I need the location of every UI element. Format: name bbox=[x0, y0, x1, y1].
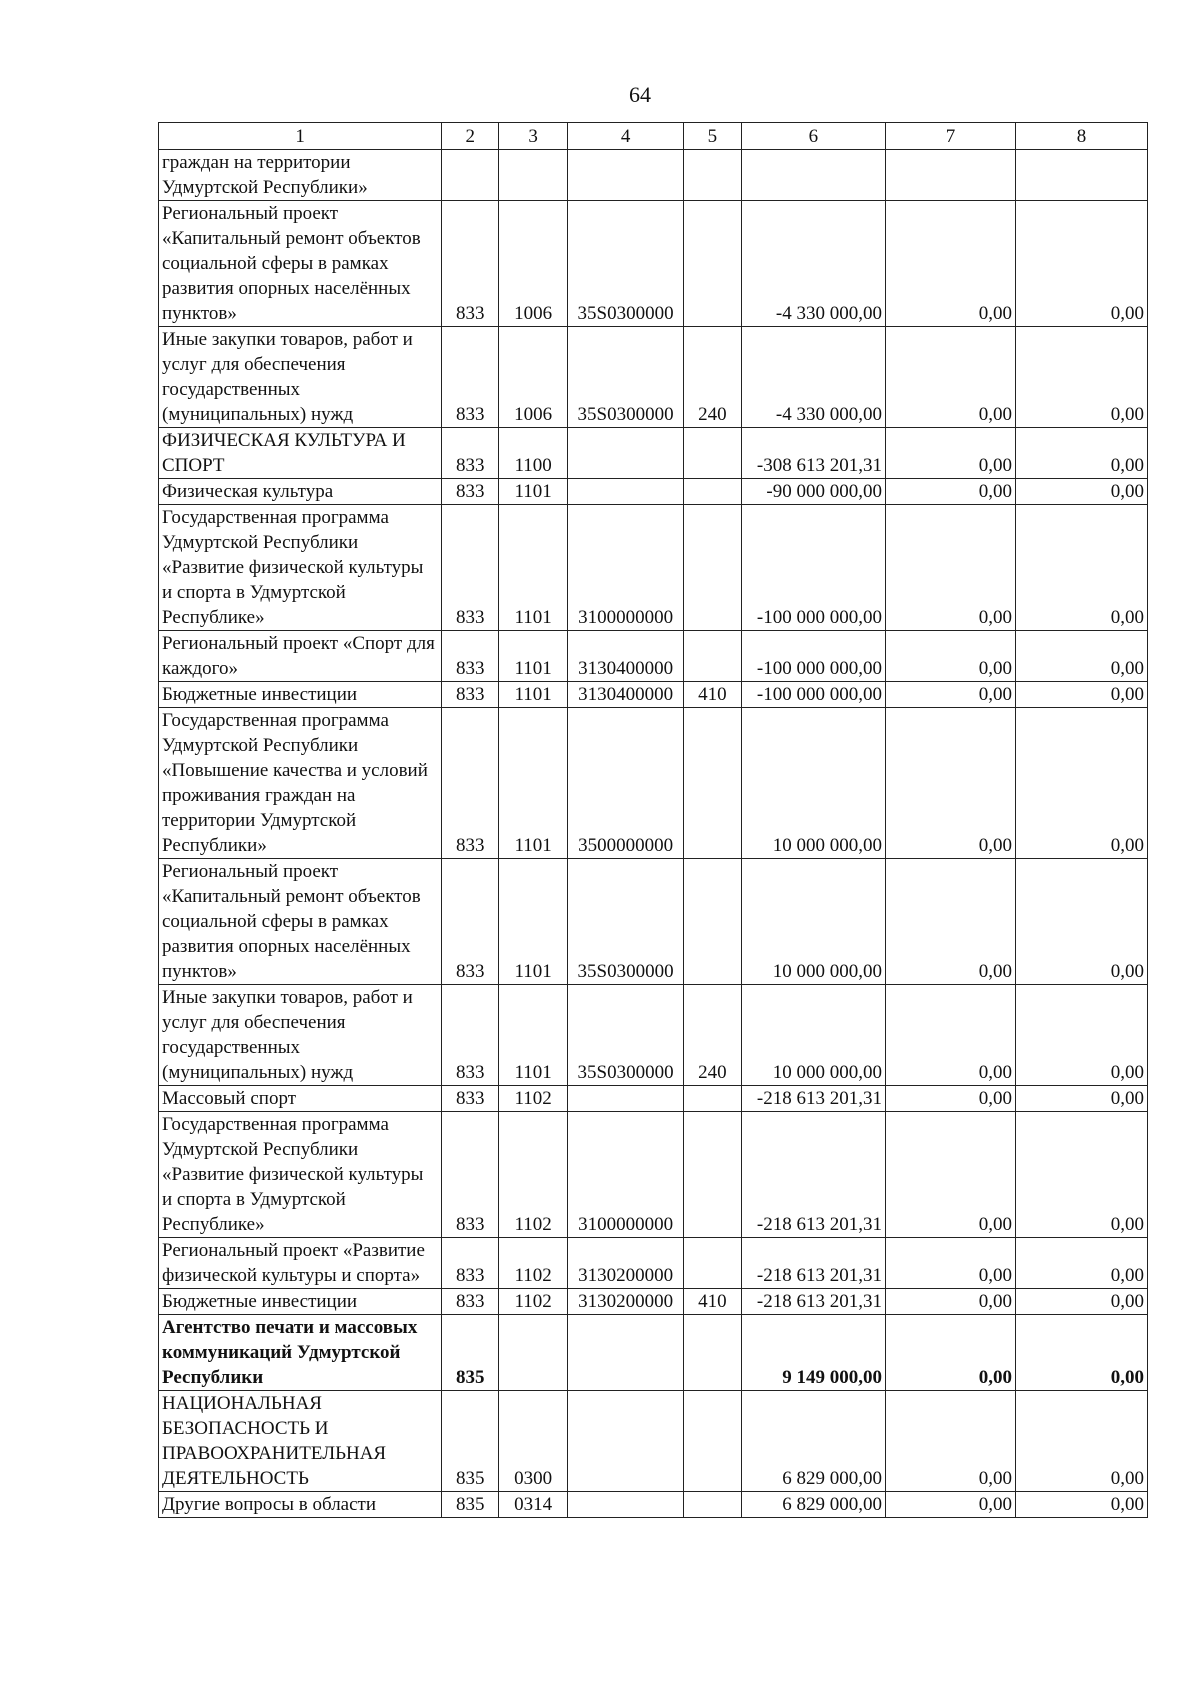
row-name-cell: Бюджетные инвестиции bbox=[159, 1289, 442, 1315]
section-code-cell: 1101 bbox=[499, 505, 568, 631]
section-code-cell: 1006 bbox=[499, 201, 568, 327]
row-name-cell: Иные закупки товаров, работ и услуг для обеспечения государственных (муниципальных) нужд bbox=[159, 327, 442, 428]
column-8-cell: 0,00 bbox=[1015, 682, 1147, 708]
table-row bbox=[159, 201, 1148, 327]
section-code-cell: 1102 bbox=[499, 1238, 568, 1289]
amount-cell: -308 613 201,31 bbox=[741, 428, 885, 479]
target-article-cell bbox=[568, 1391, 684, 1492]
table-row bbox=[159, 1086, 1148, 1112]
target-article-cell: 3130400000 bbox=[568, 631, 684, 682]
target-article-cell bbox=[568, 150, 684, 201]
target-article-cell: 3130200000 bbox=[568, 1238, 684, 1289]
expense-type-cell: 240 bbox=[683, 985, 741, 1086]
column-8-cell: 0,00 bbox=[1015, 985, 1147, 1086]
column-8-cell: 0,00 bbox=[1015, 1238, 1147, 1289]
amount-cell: -218 613 201,31 bbox=[741, 1238, 885, 1289]
column-header: 1 bbox=[159, 123, 442, 150]
column-8-cell: 0,00 bbox=[1015, 428, 1147, 479]
column-header: 6 bbox=[741, 123, 885, 150]
row-name-cell: Региональный проект «Спорт для каждого» bbox=[159, 631, 442, 682]
admin-code-cell: 835 bbox=[442, 1391, 499, 1492]
row-name-cell: Другие вопросы в области bbox=[159, 1492, 442, 1518]
column-7-cell: 0,00 bbox=[885, 708, 1015, 859]
column-8-cell: 0,00 bbox=[1015, 327, 1147, 428]
amount-cell: 9 149 000,00 bbox=[741, 1315, 885, 1391]
amount-cell bbox=[741, 150, 885, 201]
target-article-cell: 35S0300000 bbox=[568, 201, 684, 327]
column-header: 5 bbox=[683, 123, 741, 150]
section-code-cell: 1100 bbox=[499, 428, 568, 479]
table-row bbox=[159, 985, 1148, 1086]
expense-type-cell bbox=[683, 631, 741, 682]
column-7-cell: 0,00 bbox=[885, 1112, 1015, 1238]
expense-type-cell bbox=[683, 859, 741, 985]
section-code-cell: 1101 bbox=[499, 682, 568, 708]
expense-type-cell: 410 bbox=[683, 1289, 741, 1315]
admin-code-cell: 833 bbox=[442, 327, 499, 428]
column-7-cell: 0,00 bbox=[885, 1315, 1015, 1391]
admin-code-cell: 833 bbox=[442, 1238, 499, 1289]
column-7-cell: 0,00 bbox=[885, 327, 1015, 428]
column-8-cell: 0,00 bbox=[1015, 201, 1147, 327]
admin-code-cell bbox=[442, 150, 499, 201]
admin-code-cell: 833 bbox=[442, 682, 499, 708]
table-row bbox=[159, 428, 1148, 479]
column-8-cell: 0,00 bbox=[1015, 1315, 1147, 1391]
expense-type-cell bbox=[683, 1238, 741, 1289]
expense-type-cell bbox=[683, 1112, 741, 1238]
row-name-cell: ФИЗИЧЕСКАЯ КУЛЬТУРА И СПОРТ bbox=[159, 428, 442, 479]
amount-cell: -218 613 201,31 bbox=[741, 1086, 885, 1112]
budget-table bbox=[158, 122, 1148, 1518]
row-name-cell: Региональный проект «Капитальный ремонт объектов социальной сферы в рамках развития опорных населённых пунктов» bbox=[159, 201, 442, 327]
column-7-cell: 0,00 bbox=[885, 1238, 1015, 1289]
row-name-cell: Государственная программа Удмуртской Республики «Повышение качества и условий проживания граждан на территории Удмуртской Республики» bbox=[159, 708, 442, 859]
amount-cell: -218 613 201,31 bbox=[741, 1112, 885, 1238]
column-7-cell: 0,00 bbox=[885, 1391, 1015, 1492]
expense-type-cell bbox=[683, 505, 741, 631]
section-code-cell: 1102 bbox=[499, 1289, 568, 1315]
column-header: 4 bbox=[568, 123, 684, 150]
admin-code-cell: 833 bbox=[442, 1289, 499, 1315]
section-code-cell: 1006 bbox=[499, 327, 568, 428]
row-name-cell: Государственная программа Удмуртской Республики «Развитие физической культуры и спорта в Удмуртской Республике» bbox=[159, 1112, 442, 1238]
target-article-cell: 3130200000 bbox=[568, 1289, 684, 1315]
column-7-cell bbox=[885, 150, 1015, 201]
target-article-cell: 3130400000 bbox=[568, 682, 684, 708]
row-name-cell: Физическая культура bbox=[159, 479, 442, 505]
table-row bbox=[159, 1289, 1148, 1315]
column-7-cell: 0,00 bbox=[885, 1086, 1015, 1112]
section-code-cell: 1101 bbox=[499, 479, 568, 505]
column-7-cell: 0,00 bbox=[885, 682, 1015, 708]
amount-cell: 10 000 000,00 bbox=[741, 985, 885, 1086]
column-header: 8 bbox=[1015, 123, 1147, 150]
column-8-cell: 0,00 bbox=[1015, 1289, 1147, 1315]
target-article-cell bbox=[568, 1315, 684, 1391]
expense-type-cell: 410 bbox=[683, 682, 741, 708]
admin-code-cell: 833 bbox=[442, 859, 499, 985]
amount-cell: -90 000 000,00 bbox=[741, 479, 885, 505]
row-name-cell: Региональный проект «Развитие физической культуры и спорта» bbox=[159, 1238, 442, 1289]
column-header: 2 bbox=[442, 123, 499, 150]
table-row bbox=[159, 1238, 1148, 1289]
target-article-cell bbox=[568, 479, 684, 505]
amount-cell: 10 000 000,00 bbox=[741, 859, 885, 985]
table-row bbox=[159, 682, 1148, 708]
column-7-cell: 0,00 bbox=[885, 985, 1015, 1086]
table-row bbox=[159, 150, 1148, 201]
admin-code-cell: 833 bbox=[442, 631, 499, 682]
table-row bbox=[159, 1315, 1148, 1391]
section-code-cell: 1102 bbox=[499, 1112, 568, 1238]
column-8-cell: 0,00 bbox=[1015, 859, 1147, 985]
target-article-cell bbox=[568, 1086, 684, 1112]
expense-type-cell bbox=[683, 1391, 741, 1492]
table-row bbox=[159, 479, 1148, 505]
column-8-cell: 0,00 bbox=[1015, 631, 1147, 682]
row-name-cell: Агентство печати и массовых коммуникаций Удмуртской Республики bbox=[159, 1315, 442, 1391]
amount-cell: 10 000 000,00 bbox=[741, 708, 885, 859]
amount-cell: -100 000 000,00 bbox=[741, 631, 885, 682]
section-code-cell: 1101 bbox=[499, 985, 568, 1086]
row-name-cell: Региональный проект «Капитальный ремонт объектов социальной сферы в рамках развития опорных населённых пунктов» bbox=[159, 859, 442, 985]
column-7-cell: 0,00 bbox=[885, 631, 1015, 682]
column-7-cell: 0,00 bbox=[885, 1289, 1015, 1315]
column-8-cell: 0,00 bbox=[1015, 1391, 1147, 1492]
admin-code-cell: 835 bbox=[442, 1492, 499, 1518]
target-article-cell bbox=[568, 1492, 684, 1518]
amount-cell: -100 000 000,00 bbox=[741, 682, 885, 708]
page-number: 64 bbox=[629, 82, 651, 107]
table-row bbox=[159, 327, 1148, 428]
column-8-cell: 0,00 bbox=[1015, 708, 1147, 859]
row-name-cell: НАЦИОНАЛЬНАЯ БЕЗОПАСНОСТЬ И ПРАВООХРАНИТЕЛЬНАЯ ДЕЯТЕЛЬНОСТЬ bbox=[159, 1391, 442, 1492]
column-7-cell: 0,00 bbox=[885, 859, 1015, 985]
amount-cell: -100 000 000,00 bbox=[741, 505, 885, 631]
table-body bbox=[159, 150, 1148, 1518]
expense-type-cell bbox=[683, 479, 741, 505]
target-article-cell: 35S0300000 bbox=[568, 985, 684, 1086]
amount-cell: -4 330 000,00 bbox=[741, 201, 885, 327]
column-7-cell: 0,00 bbox=[885, 1492, 1015, 1518]
expense-type-cell bbox=[683, 150, 741, 201]
admin-code-cell: 833 bbox=[442, 708, 499, 859]
amount-cell: -218 613 201,31 bbox=[741, 1289, 885, 1315]
admin-code-cell: 833 bbox=[442, 428, 499, 479]
admin-code-cell: 833 bbox=[442, 985, 499, 1086]
target-article-cell: 3100000000 bbox=[568, 1112, 684, 1238]
column-8-cell: 0,00 bbox=[1015, 1112, 1147, 1238]
target-article-cell: 3100000000 bbox=[568, 505, 684, 631]
column-8-cell bbox=[1015, 150, 1147, 201]
expense-type-cell bbox=[683, 201, 741, 327]
admin-code-cell: 833 bbox=[442, 1112, 499, 1238]
admin-code-cell: 833 bbox=[442, 1086, 499, 1112]
table-row bbox=[159, 859, 1148, 985]
amount-cell: 6 829 000,00 bbox=[741, 1492, 885, 1518]
table-row bbox=[159, 631, 1148, 682]
admin-code-cell: 833 bbox=[442, 479, 499, 505]
column-header: 7 bbox=[885, 123, 1015, 150]
section-code-cell: 0314 bbox=[499, 1492, 568, 1518]
section-code-cell bbox=[499, 150, 568, 201]
table-row bbox=[159, 1391, 1148, 1492]
expense-type-cell: 240 bbox=[683, 327, 741, 428]
table-row bbox=[159, 708, 1148, 859]
header-row bbox=[159, 123, 1148, 150]
column-7-cell: 0,00 bbox=[885, 201, 1015, 327]
row-name-cell: Бюджетные инвестиции bbox=[159, 682, 442, 708]
admin-code-cell: 833 bbox=[442, 201, 499, 327]
row-name-cell: граждан на территории Удмуртской Республики» bbox=[159, 150, 442, 201]
column-8-cell: 0,00 bbox=[1015, 505, 1147, 631]
section-code-cell: 1102 bbox=[499, 1086, 568, 1112]
row-name-cell: Иные закупки товаров, работ и услуг для обеспечения государственных (муниципальных) нужд bbox=[159, 985, 442, 1086]
section-code-cell: 1101 bbox=[499, 631, 568, 682]
admin-code-cell: 835 bbox=[442, 1315, 499, 1391]
column-8-cell: 0,00 bbox=[1015, 1086, 1147, 1112]
table-row bbox=[159, 1492, 1148, 1518]
table-row bbox=[159, 1112, 1148, 1238]
target-article-cell: 35S0300000 bbox=[568, 327, 684, 428]
section-code-cell: 1101 bbox=[499, 708, 568, 859]
admin-code-cell: 833 bbox=[442, 505, 499, 631]
column-header: 3 bbox=[499, 123, 568, 150]
column-7-cell: 0,00 bbox=[885, 428, 1015, 479]
table-row bbox=[159, 505, 1148, 631]
expense-type-cell bbox=[683, 1086, 741, 1112]
row-name-cell: Государственная программа Удмуртской Республики «Развитие физической культуры и спорта в Удмуртской Республике» bbox=[159, 505, 442, 631]
expense-type-cell bbox=[683, 708, 741, 859]
amount-cell: -4 330 000,00 bbox=[741, 327, 885, 428]
target-article-cell: 3500000000 bbox=[568, 708, 684, 859]
section-code-cell: 0300 bbox=[499, 1391, 568, 1492]
expense-type-cell bbox=[683, 1492, 741, 1518]
column-7-cell: 0,00 bbox=[885, 505, 1015, 631]
column-8-cell: 0,00 bbox=[1015, 1492, 1147, 1518]
section-code-cell: 1101 bbox=[499, 859, 568, 985]
expense-type-cell bbox=[683, 1315, 741, 1391]
column-7-cell: 0,00 bbox=[885, 479, 1015, 505]
target-article-cell bbox=[568, 428, 684, 479]
section-code-cell bbox=[499, 1315, 568, 1391]
expense-type-cell bbox=[683, 428, 741, 479]
column-8-cell: 0,00 bbox=[1015, 479, 1147, 505]
target-article-cell: 35S0300000 bbox=[568, 859, 684, 985]
row-name-cell: Массовый спорт bbox=[159, 1086, 442, 1112]
amount-cell: 6 829 000,00 bbox=[741, 1391, 885, 1492]
